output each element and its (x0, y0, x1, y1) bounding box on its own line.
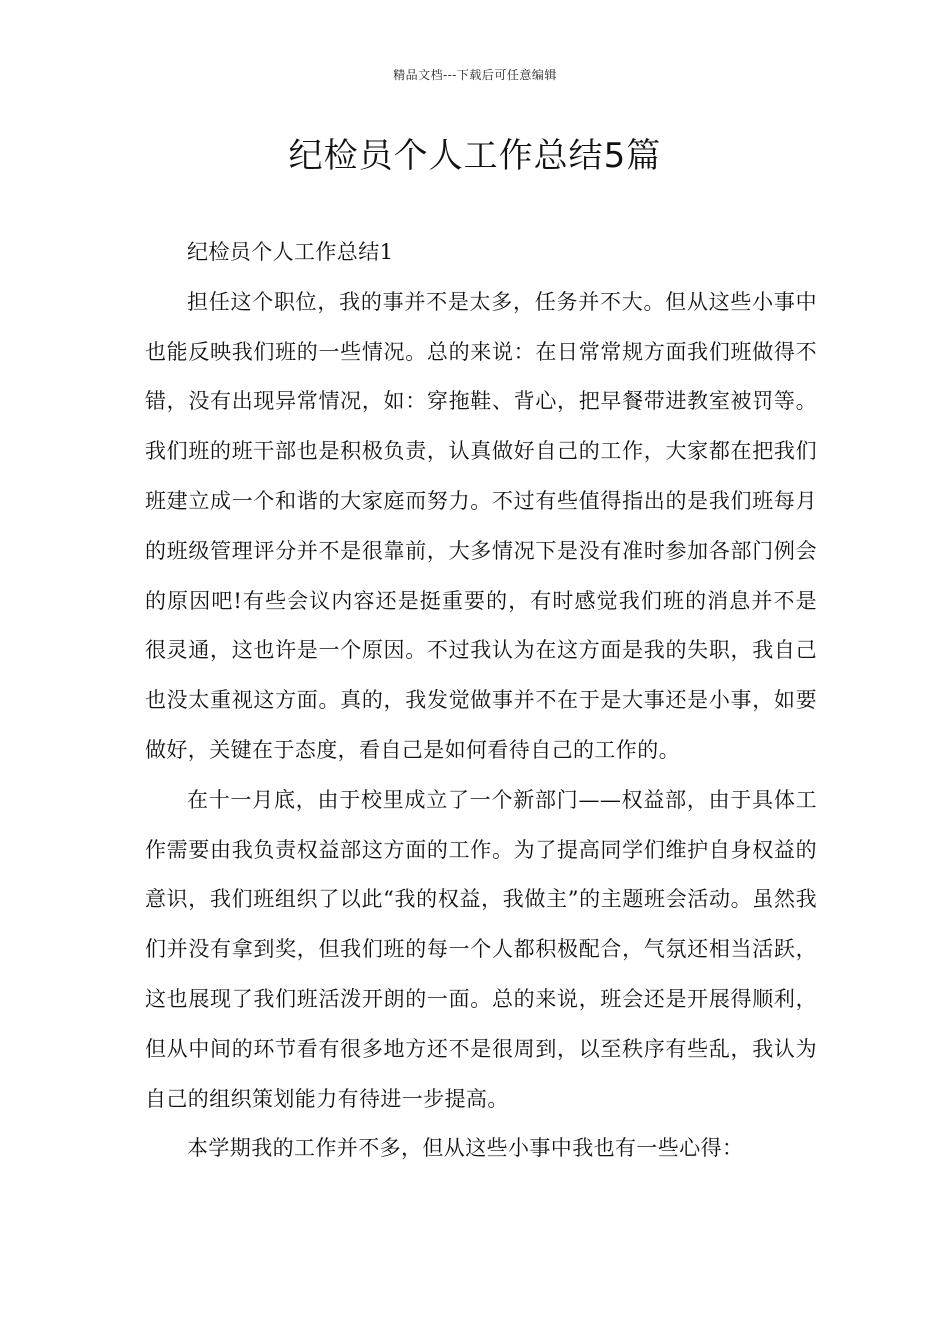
document-body (145, 228, 817, 1174)
paragraph-1: 担任这个职位，我的事并不是太多，任务并不大。但从这些小事中也能反映我们班的一些情况。总的来说：在日常常规方面我们班做得不错，没有出现异常情况，如：穿拖鞋、背心，把早餐带进教室被罚等。我们班的班干部也是积极负责，认真做好自己的工作，大家都在把我们班建立成一个和谐的大家庭而努力。不过有些值得指出的是我们班每月的班级管理评分并不是很靠前，大多情况下是没有准时参加各部门例会的原因吧!有些会议内容还是挺重要的，有时感觉我们班的消息并不是很灵通，这也许是一个原因。不过我认为在这方面是我的失职，我自己也没太重视这方面。真的，我发觉做事并不在于是大事还是小事，如要做好，关键在于态度，看自己是如何看待自己的工作的。 (145, 289, 817, 762)
section-heading: 纪检员个人工作总结1 (187, 240, 394, 264)
paragraph-2: 在十一月底，由于校里成立了一个新部门——权益部，由于具体工作需要由我负责权益部这方面的工作。为了提高同学们维护自身权益的意识，我们班组织了以此“我的权益，我做主”的主题班会活动。虽然我们并没有拿到奖，但我们班的每一个人都积极配合，气氛还相当活跃，这也展现了我们班活泼开朗的一面。总的来说，班会还是开展得顺利，但从中间的环节看有很多地方还不是很周到，以至秩序有些乱，我认为自己的组织策划能力有待进一步提高。 (145, 787, 817, 1111)
paragraph-3: 本学期我的工作并不多，但从这些小事中我也有一些心得： (187, 1136, 744, 1161)
document-title: 纪检员个人工作总结5篇 (288, 136, 662, 176)
header-note: 精品文档---下载后可任意编辑 (393, 68, 557, 82)
